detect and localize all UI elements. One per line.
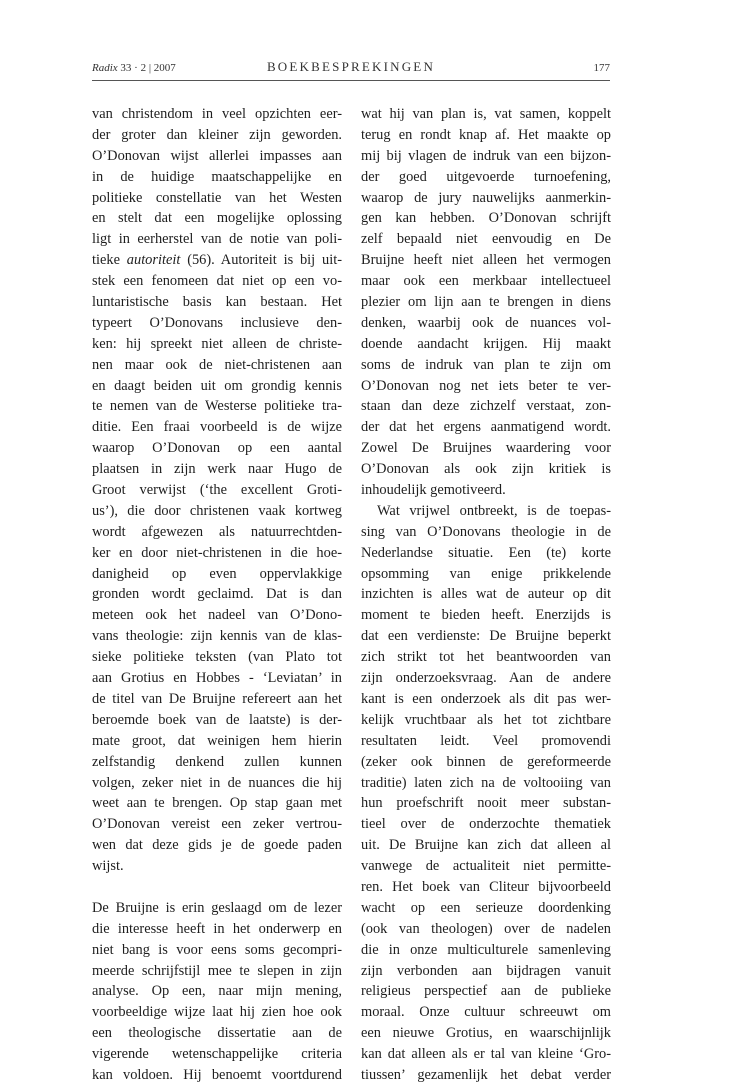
text-line: ligt in eerherstel van de notie van poli- (92, 231, 342, 248)
text-line: Nederlandse situatie. Een (te) korte (361, 544, 611, 561)
text-line: ditie. Een fraai voorbeeld is de wijze (92, 419, 342, 436)
text-line: analyse. Op een, naar mijn mening, (92, 983, 342, 1000)
right-paragraph-1 (361, 104, 611, 501)
text-line: luntaristische basis kan bestaan. Het (92, 294, 342, 311)
left-paragraph-2 (92, 898, 342, 1086)
section-title: BOEKBESPREKINGEN (266, 59, 436, 74)
text-line: zelfstandig denkend zullen kunnen (92, 753, 342, 770)
text-line: staan dan deze zichzelf verstaat, zon- (361, 398, 611, 415)
text-line: meerde schrijfstijl mee te slepen in zijn (92, 962, 342, 979)
text-line: plaatsen in zijn werk naar Hugo de (92, 461, 342, 478)
text-line: denken, waarbij ook de nuances vol- (361, 314, 611, 331)
text-line: Wat vrijwel ontbreekt, is de toepas- (377, 502, 611, 519)
text-line: traditie) laten zich na de voltooiing van (361, 774, 611, 791)
text-line: de titel van De Bruijne refereert aan het (92, 690, 342, 707)
text-line: van christendom in veel opzichten eer- (92, 106, 342, 122)
text-line: zelf bepaald niet eenvoudig en De (361, 231, 611, 248)
text-line: aan Grotius en Hobbes - ‘Leviatan’ in (92, 670, 342, 687)
text-line: voorbeeldige wijze laat hij zien hoe ook (92, 1004, 342, 1021)
text-line: soms de indruk van plan te zijn om (361, 356, 611, 373)
text-line: waarop O’Donovan op een aantal (92, 440, 342, 457)
text-line: beroemde boek van de laatste) is der- (92, 711, 342, 728)
text-line: in de huidige maatschappelijke en (92, 168, 342, 185)
text-line: der groter dan kleiner zijn geworden. (92, 126, 342, 143)
text-line: gronden wordt geclaimd. Dat is dan (92, 586, 342, 603)
text-line: wordt afgewezen als natuurrechtden- (92, 523, 342, 540)
text-line: en stelt dat een mogelijke oplossing (92, 210, 342, 227)
text-line: niet bang is voor eens soms gecompri- (92, 941, 342, 958)
text-line: weet aan te brengen. Op stap gaan met (92, 795, 342, 812)
text-line: der dat het ergens aanmatigend wordt. (361, 419, 611, 436)
text-line: moraal. Onze cultuur schreeuwt om (361, 1004, 611, 1021)
text-line: ren. Het boek van Cliteur bijvoorbeeld (361, 878, 611, 895)
text-line: inzichten is alles wat de auteur op dit (361, 586, 611, 603)
text-line: zich strikt tot het beantwoorden van (361, 649, 611, 666)
text-segment: (56). Autoriteit is bij uit- (180, 252, 342, 269)
text-line: typeert O’Donovans inclusieve den- (92, 314, 342, 331)
text-line: volgen, zeker niet in de nuances die hij (92, 774, 342, 791)
text-line: politieke constellatie van het Westen (92, 189, 342, 206)
text-line: kan dat alleen als er tal van kleine ‘Gro- (361, 1046, 611, 1063)
text-line: religieus perspectief aan de publieke (361, 983, 611, 1000)
text-line: moment te bieden heeft. Enerzijds is (361, 607, 611, 624)
journal-name: Radix (92, 62, 118, 74)
text-line: wen dat deze gids je de goede paden (92, 837, 342, 854)
text-line: wijst. (92, 858, 124, 875)
text-line: ker en door niet-christenen in die hoe- (92, 544, 342, 561)
text-line: zijn onderzoeksvraag. Aan de andere (361, 670, 611, 687)
text-line: Bruijne heeft niet alleen het vermogen (361, 252, 611, 269)
text-line: die interesse heeft in het onderwerp en (92, 920, 342, 937)
text-line: sieke politieke teksten (van Plato tot (92, 649, 342, 666)
text-line: en daagt beiden uit om grondig kennis (92, 377, 342, 394)
text-line: ken: hij spreekt niet alleen de christe- (92, 335, 342, 352)
journal-issue: 33 · 2 | 2007 (120, 62, 176, 74)
text-line: tieel over de onderzochte thematiek (361, 816, 611, 833)
text-line: vanwege de actualiteit niet permitte- (361, 858, 611, 875)
text-line: Groot verwijst (‘the excellent Groti- (92, 482, 342, 499)
text-line: plezier om lijn aan te brengen in diens (361, 294, 611, 311)
text-line: resultaten leidt. Veel promovendi (361, 732, 611, 749)
text-line: tiussen’ gezamenlijk het debat verder (361, 1066, 611, 1083)
text-line: doende aandacht krijgen. Hij maakt (361, 335, 611, 352)
text-line: us’), die door christenen vaak kortweg (92, 502, 342, 519)
text-line: mate groot, dat weinigen hem hierin (92, 732, 342, 749)
text-line: Zowel De Bruijnes waardering voor (361, 440, 611, 457)
text-line: kelijk vruchtbaar als het tot zichtbare (361, 711, 611, 728)
text-line: stek een fenomeen dat niet op een vo- (92, 273, 342, 290)
right-paragraph-2 (361, 501, 611, 1086)
text-line: een theologische dissertatie aan de (92, 1025, 342, 1042)
italic-term: autoriteit (126, 252, 181, 269)
text-line: nen maar ook de niet-christenen aan (92, 356, 342, 373)
page-number: 177 (593, 62, 610, 74)
text-line: dat een verdienste: De Bruijne beperkt (361, 628, 611, 645)
text-line: te nemen van de Westerse politieke tra- (92, 398, 342, 415)
text-line: uit. De Bruijne kan zich dat alleen al (361, 837, 611, 854)
text-line: waarop de jury nauwelijks aanmerkin- (361, 189, 611, 206)
text-line: meteen ook het nadeel van O’Dono- (92, 607, 342, 624)
text-line: der goed uitgevoerde turnoefening, (361, 168, 611, 185)
left-column (92, 104, 342, 1086)
text-line: opsomming van enige prikkelende (361, 565, 611, 582)
paragraph-gap (92, 877, 342, 898)
text-line: kan voldoen. Hij benoemt voortdurend (92, 1066, 342, 1083)
text-line: die in onze multiculturele samenleving (361, 941, 611, 958)
text-line: gen kan hebben. O’Donovan schrijft (361, 210, 611, 227)
text-line: maar ook een merkbaar intellectueel (361, 273, 611, 290)
text-line: inhoudelijk gemotiveerd. (361, 482, 506, 499)
text-line: (ook van theologen) over de nadelen (361, 920, 611, 937)
text-segment: tieke (92, 252, 127, 269)
text-line: sing van O’Donovans theologie in de (361, 523, 611, 540)
text-line: O’Donovan vereist een zeker vertrou- (92, 816, 342, 833)
text-line: O’Donovan als ook zijn kritiek is (361, 461, 611, 478)
text-line: (zeker ook binnen de gereformeerde (361, 753, 611, 770)
text-line: wacht op een serieuze doordenking (361, 899, 611, 916)
running-header (92, 58, 610, 81)
text-line: hun proefschrift nooit meer substan- (361, 795, 611, 812)
left-paragraph-1 (92, 104, 342, 877)
text-line: O’Donovan wijst allerlei impasses aan (92, 147, 342, 164)
text-line: mij bij vlagen de indruk van een bijzon- (361, 147, 611, 164)
text-line (92, 250, 342, 271)
text-line: vans theologie: zijn kennis van de klas- (92, 628, 342, 645)
text-line: De Bruijne is erin geslaagd om de lezer (92, 899, 342, 916)
text-line: wat hij van plan is, vat samen, koppelt (361, 106, 611, 122)
text-line: zijn verbonden aan bijdragen vanuit (361, 962, 611, 979)
text-line: vigerende wetenschappelijke criteria (92, 1046, 342, 1063)
text-line: terug en rondt knap af. Het maakte op (361, 126, 611, 143)
text-line: danigheid op even oppervlakkige (92, 565, 342, 582)
right-column (361, 104, 611, 1086)
text-line: O’Donovan nog net iets beter te ver- (361, 377, 611, 394)
text-line: een nieuwe Grotius, en waarschijnlijk (361, 1025, 611, 1042)
text-line: kant is een onderzoek als dit pas wer- (361, 690, 611, 707)
